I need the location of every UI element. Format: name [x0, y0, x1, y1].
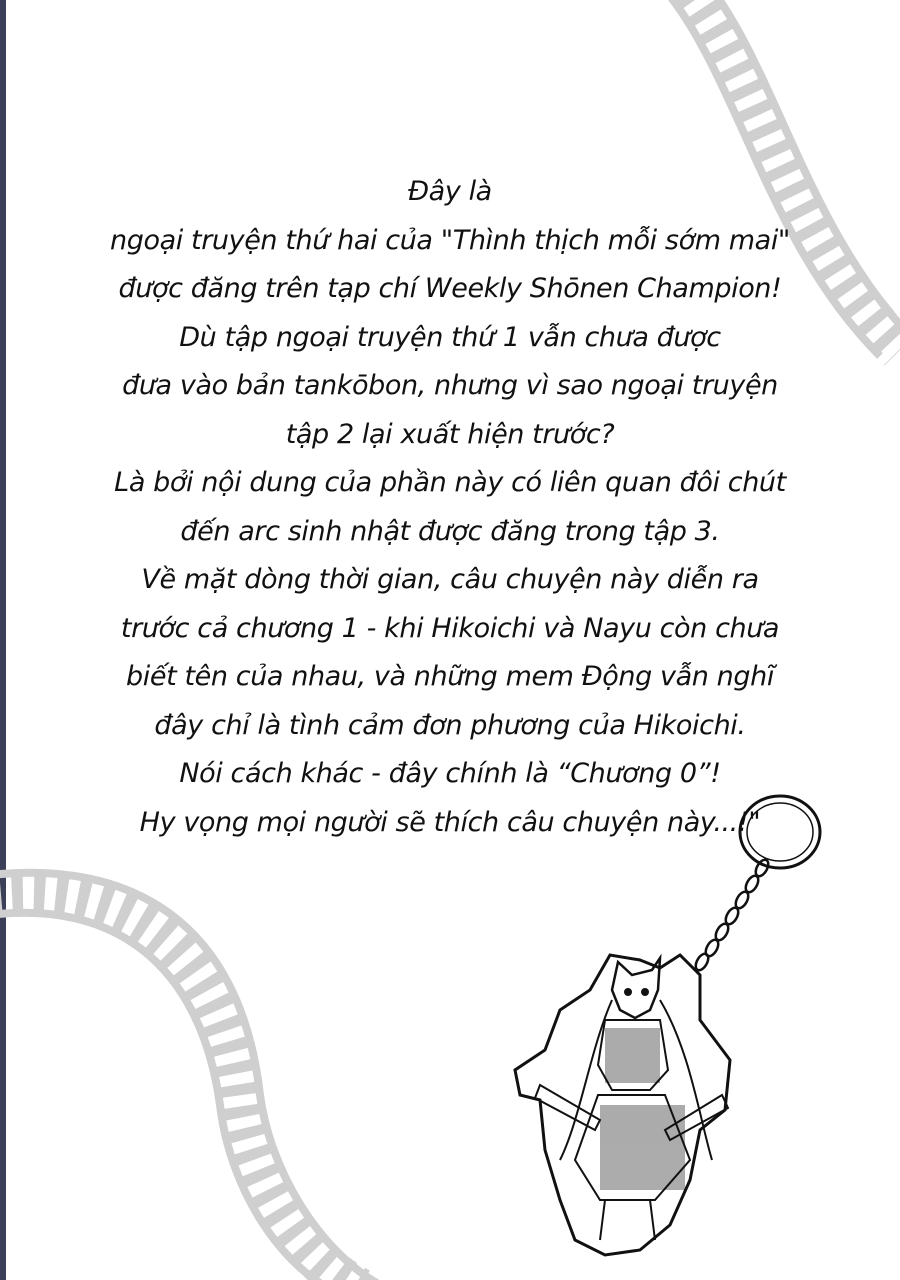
message-line: ngoại truyện thứ hai của "Thình thịch mỗi sớm mai" [110, 224, 790, 256]
charm-shading [600, 1028, 685, 1190]
message-line: trước cả chương 1 - khi Hikoichi và Nayu còn chưa [120, 612, 780, 644]
message-line: Là bởi nội dung của phần này có liên quan đôi chút [114, 467, 786, 498]
message-line: tập 2 lại xuất hiện trước? [285, 418, 615, 450]
message-line: biết tên của nhau, và những mem Động vẫn nghĩ [126, 661, 774, 692]
message-line: Đây là [408, 176, 492, 207]
message-line: Dù tập ngoại truyện thứ 1 vẫn chưa được [179, 321, 721, 353]
message-line: đây chỉ là tình cảm đơn phương của Hikoichi. [154, 709, 746, 741]
message-line: được đăng trên tạp chí Weekly Shōnen Champion! [118, 273, 782, 304]
railway-track-icon [0, 873, 380, 1280]
message-line: Về mặt dòng thời gian, câu chuyện này diễn ra [141, 564, 759, 595]
message-line: Nói cách khác - đây chính là “Chương 0”! [179, 758, 721, 789]
message-line: Hy vọng mọi người sẽ thích câu chuyện này...!" [139, 806, 761, 838]
message-line: đến arc sinh nhật được đăng trong tập 3. [180, 515, 720, 547]
message-text [40, 168, 860, 847]
message-line: đưa vào bản tankōbon, nhưng vì sao ngoại truyện [122, 370, 778, 401]
